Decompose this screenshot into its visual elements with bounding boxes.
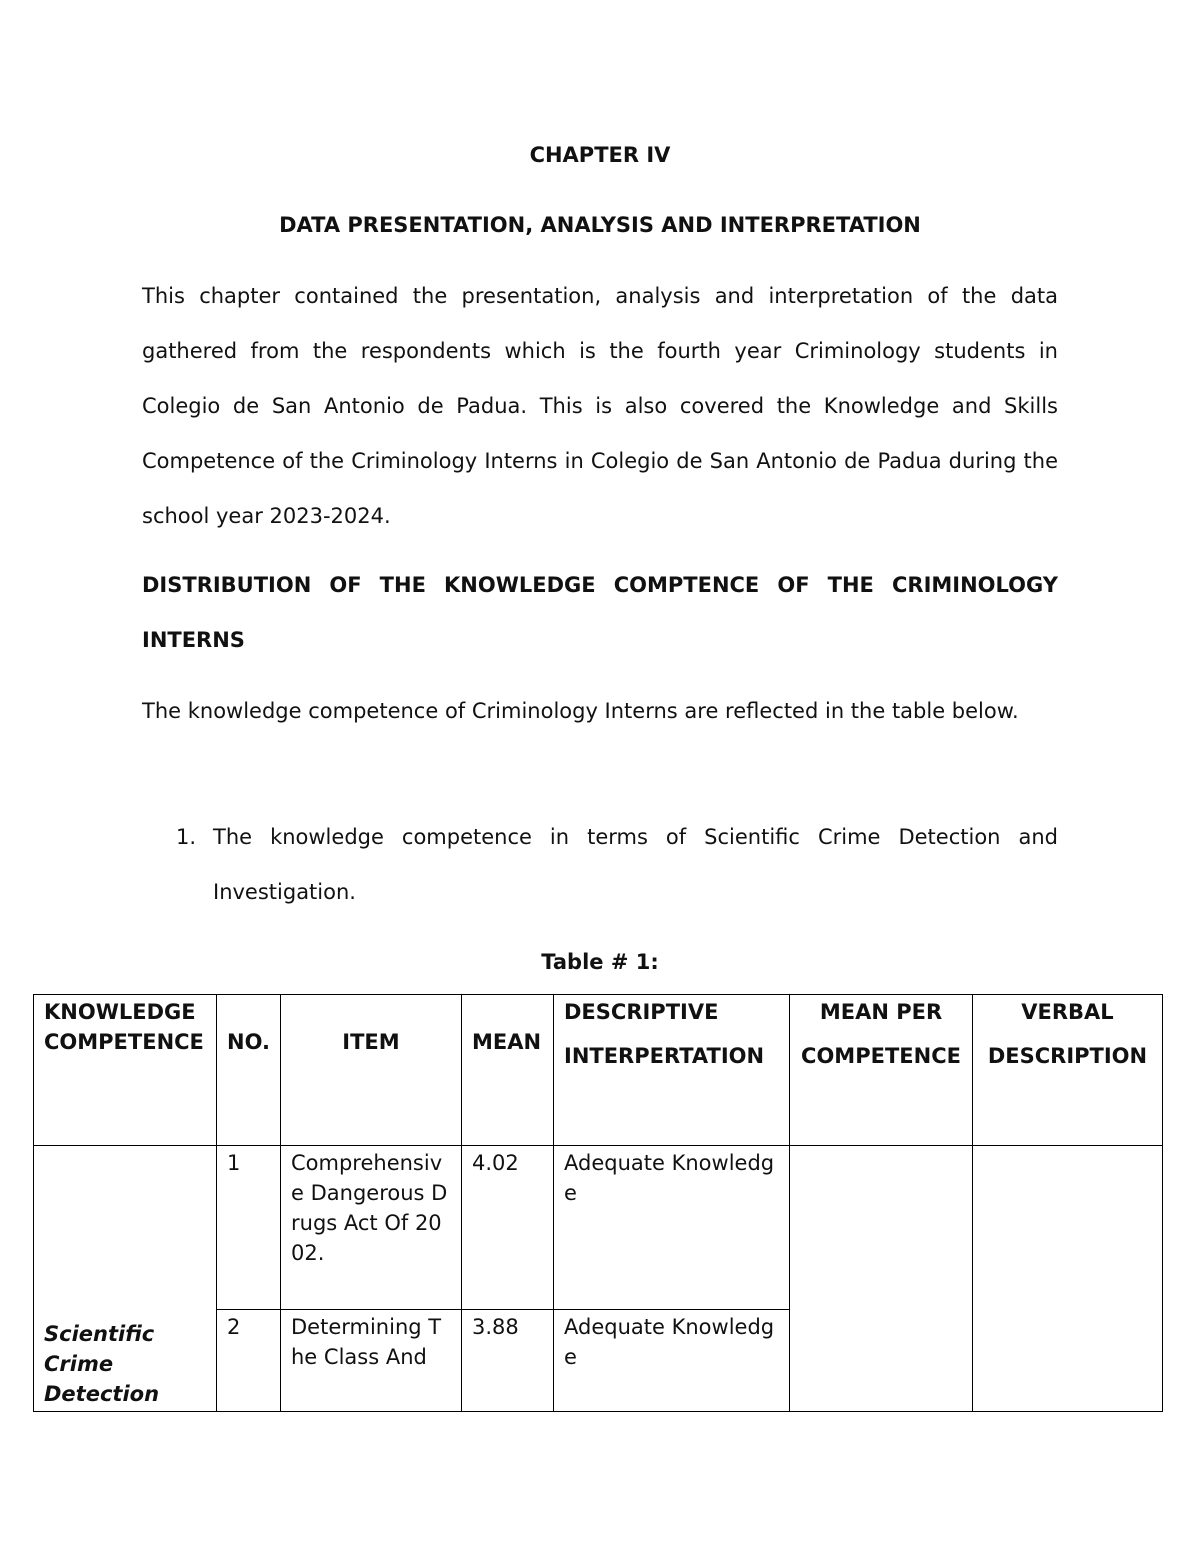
chapter-subtitle: DATA PRESENTATION, ANALYSIS AND INTERPRETATION (279, 213, 921, 237)
header-no: NO. (217, 995, 281, 1146)
chapter-title: CHAPTER IV (529, 143, 671, 167)
section-intro: The knowledge competence of Criminology Interns are reflected in the table below. (142, 699, 1019, 723)
header-knowledge-competence: KNOWLEDGE COMPETENCE (34, 995, 217, 1146)
intro-paragraph: This chapter contained the presentation, analysis and interpretation of the data gathered from the respondents which is the fourth year Criminology students in Colegio de San Antonio de Padua. This is also covered the Knowledge and Skills Competence of the Criminology Interns in Colegio de San Antonio de Padua during the school year 2023-2024. (142, 284, 1058, 528)
row-mean: 4.02 (462, 1146, 554, 1310)
row-mean: 3.88 (462, 1310, 554, 1412)
table-header-row (34, 995, 1163, 1146)
knowledge-table (33, 994, 1163, 1412)
header-mean: MEAN (462, 995, 554, 1146)
header-item: ITEM (281, 995, 462, 1146)
table-row (34, 1146, 1163, 1310)
competence-cell: Scientific Crime Detection (34, 1146, 217, 1412)
list-text: The knowledge competence in terms of Scientific Crime Detection and Investigation. (213, 825, 1058, 904)
row-item: Determining The Class And (281, 1310, 462, 1412)
header-verbal-description: VERBAL DESCRIPTION (973, 995, 1163, 1146)
row-item: Comprehensive Dangerous Drugs Act Of 2002. (281, 1146, 462, 1310)
row-interpretation: Adequate Knowledge (554, 1146, 790, 1310)
verbal-description-cell (973, 1146, 1163, 1412)
row-no: 2 (217, 1310, 281, 1412)
table-caption: Table # 1: (541, 950, 659, 974)
section-heading: DISTRIBUTION OF THE KNOWLEDGE COMPTENCE OF THE CRIMINOLOGY INTERNS (142, 573, 1058, 652)
header-mean-per-competence: MEAN PER COMPETENCE (790, 995, 973, 1146)
list-number: 1. (176, 825, 197, 849)
row-interpretation: Adequate Knowledge (554, 1310, 790, 1412)
header-descriptive-interpretation: DESCRIPTIVE INTERPERTATION (554, 995, 790, 1146)
row-no: 1 (217, 1146, 281, 1310)
mean-per-competence-cell (790, 1146, 973, 1412)
